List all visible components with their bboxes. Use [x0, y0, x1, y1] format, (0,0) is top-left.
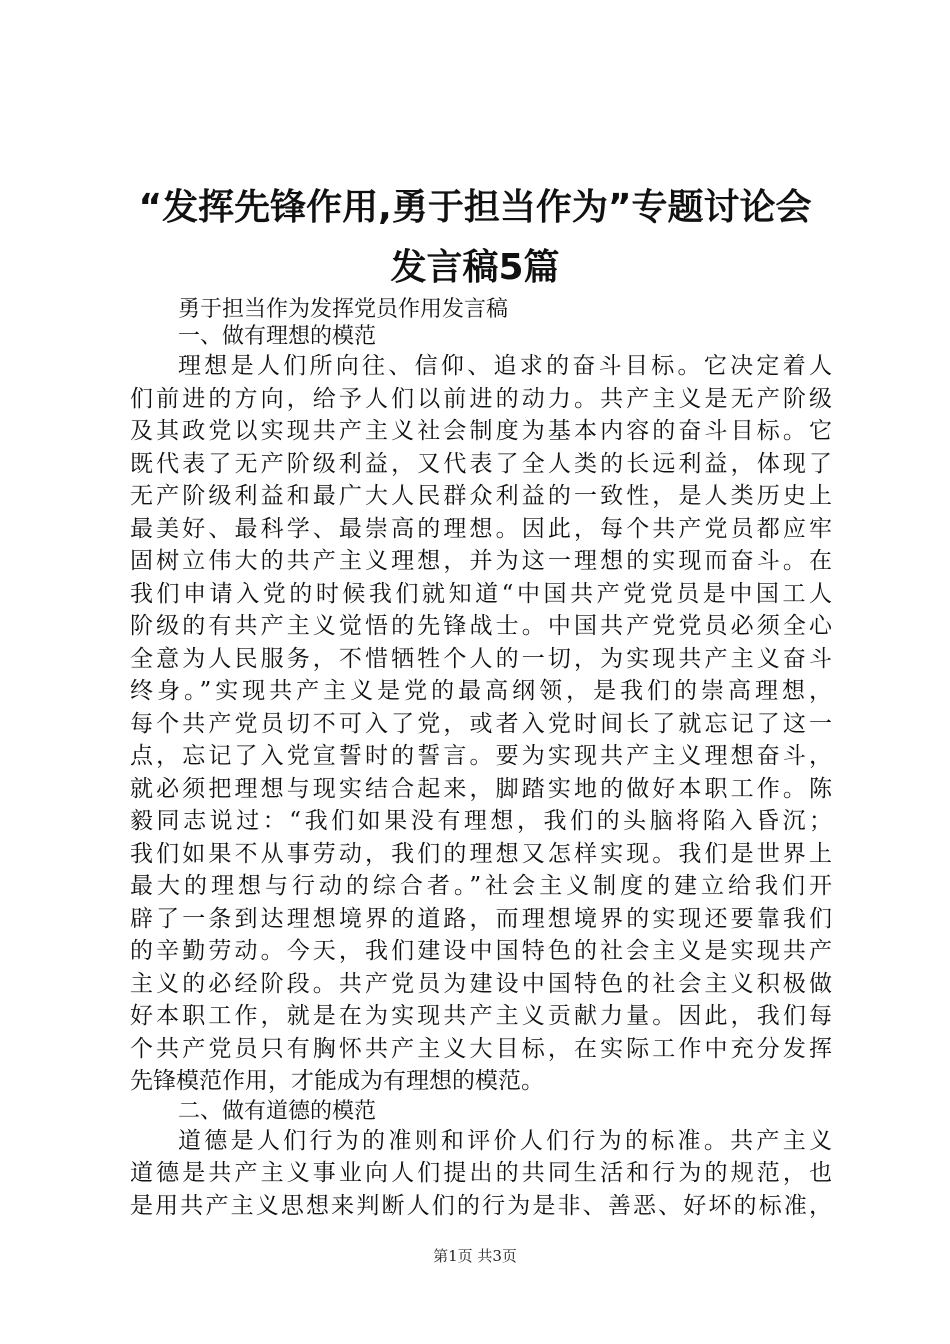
document-body [130, 296, 832, 1222]
page-footer: 第1页 共3页 [433, 1247, 517, 1265]
paragraph-line: 最美好、最科学、最崇高的理想。因此，每个共产党员都应牢 [130, 515, 832, 542]
paragraph-line: 既代表了无产阶级利益，又代表了全人类的长远利益，体现了 [130, 450, 832, 477]
paragraph-line: 毅同志说过：“我们如果没有理想，我们的头脑将陷入昏沉； [130, 808, 832, 834]
section-heading-line: 二、做有道德的模范 [178, 1098, 377, 1124]
paragraph-line: 先锋模范作用，才能成为有理想的模范。 [130, 1068, 544, 1094]
paragraph-line: 每个共产党员切不可入了党，或者入党时间长了就忘记了这一 [130, 710, 832, 737]
paragraph-line: 固树立伟大的共产主义理想，并为这一理想的实现而奋斗。在 [130, 548, 832, 574]
paragraph-line: 是用共产主义思想来判断人们的行为是非、善恶、好坏的标准， [130, 1192, 832, 1219]
paragraph-line: 全意为人民服务，不惜牺牲个人的一切，为实现共产主义奋斗 [130, 645, 832, 672]
document-title-line-2: 发言稿5篇 [390, 247, 560, 288]
paragraph-line: 就必须把理想与现实结合起来，脚踏实地的做好本职工作。陈 [130, 775, 832, 802]
paragraph-line: 们前进的方向，给予人们以前进的动力。共产主义是无产阶级 [130, 385, 832, 412]
paragraph-line: 辟了一条到达理想境界的道路，而理想境界的实现还要靠我们 [130, 905, 832, 932]
paragraph-line: 道德是共产主义事业向人们提出的共同生活和行为的规范，也 [130, 1160, 832, 1186]
paragraph-line: 终身。”实现共产主义是党的最高纲领，是我们的崇高理想， [130, 678, 832, 704]
paragraph-line: 无产阶级利益和最广大人民群众利益的一致性，是人类历史上 [130, 483, 832, 509]
paragraph-line: 主义的必经阶段。共产党员为建设中国特色的社会主义积极做 [130, 970, 832, 997]
paragraph-line: 点，忘记了入党宣誓时的誓言。要为实现共产主义理想奋斗， [130, 743, 832, 769]
paragraph-line: 我们如果不从事劳动，我们的理想又怎样实现。我们是世界上 [130, 840, 832, 867]
paragraph-line: 理想是人们所向往、信仰、追求的奋斗目标。它决定着人 [178, 353, 832, 379]
paragraph-line: 阶级的有共产主义觉悟的先锋战士。中国共产党党员必须全心 [130, 613, 832, 639]
paragraph-line: 及其政党以实现共产主义社会制度为基本内容的奋斗目标。它 [130, 418, 832, 444]
section-heading-line: 勇于担当作为发挥党员作用发言稿 [178, 297, 509, 322]
paragraph-line: 的辛勤劳动。今天，我们建设中国特色的社会主义是实现共产 [130, 938, 832, 964]
paragraph-line: 我们申请入党的时候我们就知道“中国共产党党员是中国工人 [130, 580, 832, 607]
paragraph-line: 好本职工作，就是在为实现共产主义贡献力量。因此，我们每 [130, 1003, 832, 1029]
section-heading-line: 一、做有理想的模范 [178, 324, 377, 349]
paragraph-line: 最大的理想与行动的综合者。”社会主义制度的建立给我们开 [130, 873, 832, 899]
paragraph-line: 道德是人们行为的准则和评价人们行为的标准。共产主义 [178, 1127, 832, 1154]
paragraph-line: 个共产党员只有胸怀共产主义大目标，在实际工作中充分发挥 [130, 1035, 832, 1062]
document-title-line-1: “发挥先锋作用,勇于担当作为”专题讨论会 [138, 187, 812, 228]
